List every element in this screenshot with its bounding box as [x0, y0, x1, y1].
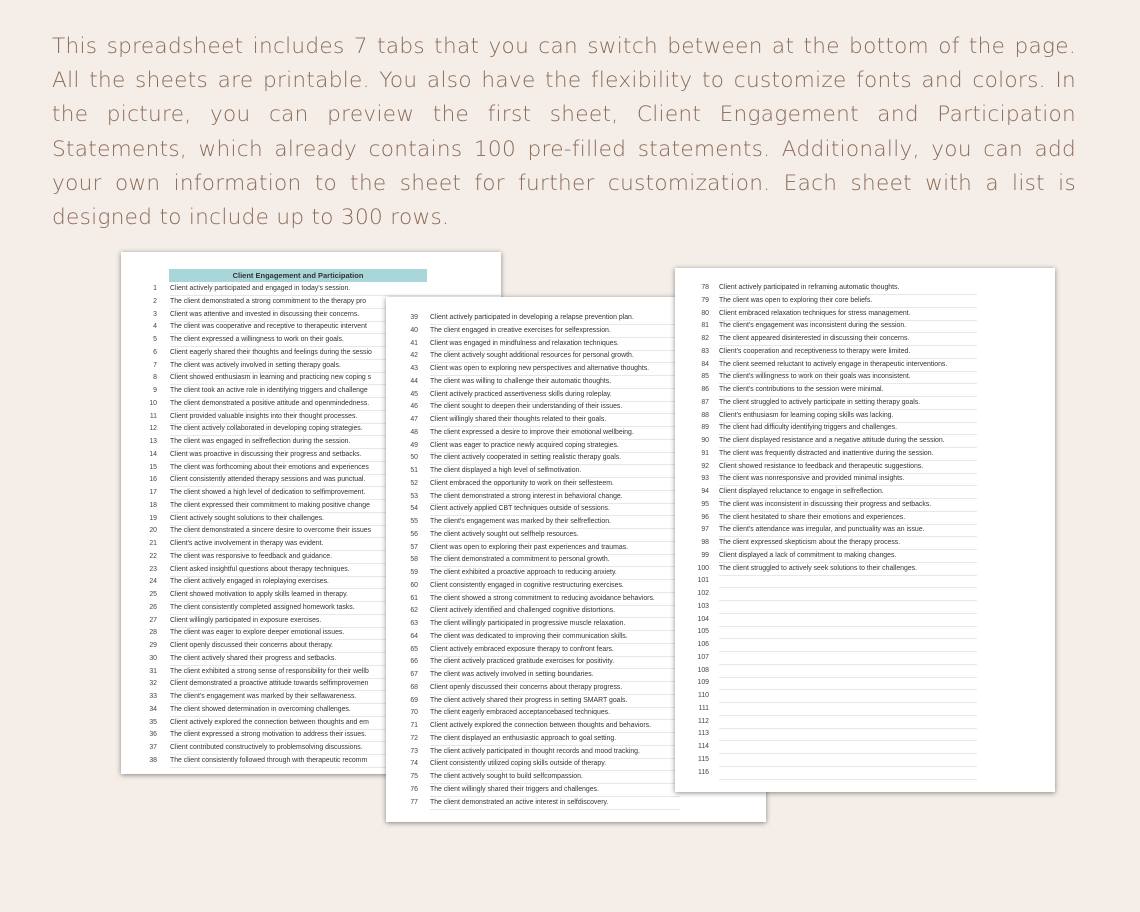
statement-text: Client showed motivation to apply skills learned in therapy.	[170, 589, 500, 602]
statement-text	[719, 716, 977, 729]
row-number: 62	[410, 607, 418, 615]
statement-text	[719, 767, 977, 780]
row-number: 103	[697, 602, 709, 610]
statement-text: The client was eager to explore deeper emotional issues.	[170, 627, 500, 640]
row-number: 115	[698, 755, 709, 763]
statement-text: Client willingly shared their thoughts related to their goals.	[430, 414, 680, 427]
row-number: 99	[701, 551, 709, 559]
row-number: 24	[149, 578, 157, 586]
statement-text: Client consistently attended therapy sessions and was punctual.	[170, 474, 500, 487]
row-number: 46	[410, 403, 418, 411]
statement-text: The client demonstrated an active interest in selfdiscovery.	[430, 797, 680, 810]
row-number: 47	[410, 416, 418, 423]
statement-text: Client embraced the opportunity to work on their selfesteem.	[430, 478, 680, 491]
row-number: 4	[153, 323, 157, 331]
statement-text: The client hesitated to share their emotions and experiences.	[719, 512, 977, 525]
intro-paragraph: This spreadsheet includes 7 tabs that you can switch between at the bottom of the page. All the sheets are printable. You also have the flexibility to customize fonts and colors. In the picture, you can preview the first sheet, Client Engagement and Participation Statements, which already contains 100 pre-filled statements. Additionally, you can add your own information to the sheet for further customization. Each sheet with a list is designed to include up to 300 rows.	[52, 34, 1076, 231]
statement-text: The client eagerly embraced acceptancebased techniques.	[430, 707, 680, 720]
statement-text: Client was proactive in discussing their progress and setbacks.	[170, 449, 500, 462]
row-number: 50	[410, 454, 418, 462]
row-number: 53	[410, 492, 418, 500]
statement-text: The client was willing to challenge their automatic thoughts.	[430, 376, 680, 389]
statement-text: The client was responsive to feedback and guidance.	[170, 551, 500, 564]
statement-text: Client was engaged in mindfulness and relaxation techniques.	[430, 338, 680, 351]
statement-text: The client showed a high level of dedication to selfimprovement.	[170, 487, 500, 500]
row-number: 21	[149, 540, 157, 547]
statement-text: The client displayed an enthusiastic approach to goal setting.	[430, 733, 680, 746]
statement-text: Client actively embraced exposure therapy to confront fears.	[430, 644, 680, 657]
statement-text: Client actively applied CBT techniques outside of sessions.	[430, 503, 680, 516]
row-number: 10	[149, 399, 157, 407]
row-number: 5	[153, 336, 157, 343]
statement-text: The client showed a strong commitment to reducing avoidance behaviors.	[430, 593, 680, 606]
row-number: 26	[149, 603, 157, 611]
statement-text: The client willingly participated in progressive muscle relaxation.	[430, 618, 680, 631]
statement-text	[719, 652, 977, 665]
statement-text: Client actively explored the connection between thoughts and behaviors.	[430, 720, 680, 733]
row-number: 56	[410, 530, 418, 538]
row-number: 41	[410, 339, 418, 347]
statement-text	[719, 626, 977, 639]
row-number: 97	[701, 526, 709, 534]
row-number: 64	[410, 632, 418, 640]
row-number: 32	[149, 680, 157, 688]
statement-text: Client actively participated in reframing automatic thoughts.	[719, 282, 977, 295]
row-number: 1	[153, 285, 157, 292]
statement-text: The client displayed a high level of selfmotivation.	[430, 465, 680, 478]
statement-text: Client displayed reluctance to engage in selfreflection.	[719, 486, 977, 499]
statement-text: Client actively participated and engaged in today's session.	[170, 283, 500, 296]
row-number: 109	[697, 679, 709, 687]
statement-text: The client consistently completed assigned homework tasks.	[170, 602, 500, 615]
sheet-title: Client Engagement and Participation	[169, 269, 427, 282]
statement-text: Client actively identified and challenged cognitive distortions.	[430, 605, 680, 618]
statement-text: Client demonstrated a proactive attitude towards selfimprovemen	[170, 678, 500, 691]
statement-text	[719, 614, 977, 627]
statement-text: Client asked insightful questions about therapy techniques.	[170, 564, 500, 577]
row-number: 110	[698, 692, 709, 699]
statement-text	[719, 754, 977, 767]
statement-text: Client was eager to practice newly acquired coping strategies.	[430, 440, 680, 453]
statement-text: Client's enthusiasm for learning coping skills was lacking.	[719, 410, 977, 423]
row-number: 111	[698, 704, 709, 712]
statement-text: The client demonstrated a strong interest in behavioral change.	[430, 491, 680, 504]
statement-text: Client consistently utilized coping skills outside of therapy.	[430, 758, 680, 771]
row-number: 78	[701, 284, 709, 291]
row-number: 92	[701, 462, 709, 470]
statement-text: The client was frequently distracted and inattentive during the session.	[719, 448, 977, 461]
row-number: 19	[149, 514, 157, 522]
row-number: 57	[410, 543, 418, 551]
statement-text: Client was attentive and invested in discussing their concerns.	[170, 309, 500, 322]
statement-text: The client demonstrated a commitment to personal growth.	[430, 554, 680, 567]
statement-text: Client was open to exploring new perspectives and alternative thoughts.	[430, 363, 680, 376]
statement-text: Client's cooperation and receptiveness to therapy were limited.	[719, 346, 977, 359]
sheet-page-3	[675, 268, 1055, 792]
statement-text: Client actively practiced assertiveness skills during roleplay.	[430, 389, 680, 402]
statement-text: Client willingly participated in exposure exercises.	[170, 615, 500, 628]
row-number: 31	[149, 667, 157, 675]
statement-text: The client had difficulty identifying triggers and challenges.	[719, 422, 977, 435]
row-number: 27	[149, 616, 157, 624]
row-number: 81	[701, 322, 709, 330]
statement-text: The client demonstrated a strong commitment to the therapy pro	[170, 296, 500, 309]
statement-text	[719, 588, 977, 601]
row-number: 42	[410, 352, 418, 360]
row-number: 25	[149, 591, 157, 598]
row-number: 94	[701, 488, 709, 495]
row-number: 104	[697, 615, 709, 623]
row-number: 86	[701, 386, 709, 393]
statement-text: The client was actively involved in setting boundaries.	[430, 669, 680, 682]
statement-text: Client showed enthusiasm in learning and practicing new coping s	[170, 372, 500, 385]
statement-text: The client took an active role in identifying triggers and challenge	[170, 385, 500, 398]
row-number: 95	[701, 500, 709, 508]
statement-text: The client's engagement was marked by their selfreflection.	[430, 516, 680, 529]
row-number: 87	[701, 398, 709, 406]
row-number: 65	[410, 645, 418, 653]
statement-text	[719, 575, 977, 588]
statement-text	[719, 690, 977, 703]
row-number: 28	[149, 629, 157, 637]
statement-text: The client exhibited a strong sense of responsibility for their wellb	[170, 666, 500, 679]
row-number: 38	[149, 756, 157, 764]
statement-text: The client engaged in creative exercises for selfexpression.	[430, 325, 680, 338]
row-number: 58	[410, 556, 418, 564]
statement-text: The client seemed reluctant to actively engage in therapeutic interventions.	[719, 359, 977, 372]
row-number: 69	[410, 696, 418, 704]
row-number: 113	[698, 730, 709, 738]
row-number: 63	[410, 620, 418, 627]
statement-text: The client's attendance was irregular, and punctuality was an issue.	[719, 524, 977, 537]
statement-text: The client expressed skepticism about the therapy process.	[719, 537, 977, 550]
statement-text: The client demonstrated a sincere desire to overcome their issues	[170, 525, 500, 538]
row-number: 107	[697, 653, 709, 661]
statement-text: The client was cooperative and receptive to therapeutic intervent	[170, 321, 500, 334]
statement-text: Client embraced relaxation techniques for stress management.	[719, 308, 977, 321]
statement-text: The client struggled to actively participate in setting therapy goals.	[719, 397, 977, 410]
row-number: 66	[410, 658, 418, 666]
row-number: 83	[701, 347, 709, 355]
statement-text: The client demonstrated a positive attitude and openmindedness.	[170, 398, 500, 411]
row-number: 13	[149, 438, 157, 445]
row-number: 45	[410, 390, 418, 398]
row-number: 12	[149, 425, 157, 433]
row-number: 37	[149, 744, 157, 751]
row-number: 106	[697, 641, 709, 648]
statement-text: The client actively shared their progress and setbacks.	[170, 653, 500, 666]
statement-text: The client consistently followed through with therapeutic recomm	[170, 755, 500, 768]
row-number: 61	[410, 594, 418, 602]
statement-text: The client expressed a strong motivation to address their issues.	[170, 729, 500, 742]
row-number: 48	[410, 428, 418, 436]
row-number: 85	[701, 373, 709, 381]
statement-text: Client actively sought solutions to their challenges.	[170, 513, 500, 526]
statement-text	[719, 601, 977, 614]
statement-text: Client openly discussed their concerns about therapy.	[170, 640, 500, 653]
row-number: 22	[149, 552, 157, 560]
row-number: 52	[410, 479, 418, 487]
statement-text: The client struggled to actively seek solutions to their challenges.	[719, 563, 977, 576]
statement-text: The client showed determination in overcoming challenges.	[170, 704, 500, 717]
row-number: 51	[410, 467, 418, 474]
row-number: 14	[149, 450, 157, 458]
row-number: 16	[149, 476, 157, 484]
statement-text: Client displayed a lack of commitment to making changes.	[719, 550, 977, 563]
statement-text: The client actively practiced gratitude exercises for positivity.	[430, 656, 680, 669]
statement-text: Client actively explored the connection between thoughts and em	[170, 717, 500, 730]
statement-text: Client's active involvement in therapy was evident.	[170, 538, 500, 551]
row-number: 116	[698, 768, 709, 776]
statement-text: The client actively participated in thought records and mood tracking.	[430, 746, 680, 759]
row-number: 80	[701, 309, 709, 317]
statement-text: The client's willingness to work on their goals was inconsistent.	[719, 371, 977, 384]
statement-text	[719, 677, 977, 690]
row-number: 91	[701, 449, 709, 457]
row-number: 36	[149, 731, 157, 739]
row-number: 6	[153, 348, 157, 356]
row-number: 44	[410, 377, 418, 385]
row-number: 40	[410, 326, 418, 334]
row-number: 88	[701, 411, 709, 419]
row-number: 68	[410, 683, 418, 691]
row-number: 11	[149, 412, 157, 420]
row-number: 82	[701, 335, 709, 342]
row-number: 39	[410, 314, 418, 321]
statement-text: The client appeared disinterested in discussing their concerns.	[719, 333, 977, 346]
statement-text: The client actively sought additional resources for personal growth.	[430, 350, 680, 363]
row-number: 73	[410, 747, 418, 755]
statement-text: The client's engagement was marked by their selfawareness.	[170, 691, 500, 704]
row-number: 34	[149, 705, 157, 713]
row-number: 77	[410, 798, 418, 806]
row-number: 72	[410, 734, 418, 742]
statement-text: Client eagerly shared their thoughts and feelings during the sessio	[170, 347, 500, 360]
statement-text: The client was nonresponsive and provided minimal insights.	[719, 473, 977, 486]
row-number: 105	[697, 628, 709, 636]
statement-text: The client was engaged in selfreflection during the session.	[170, 436, 500, 449]
statement-text: Client openly discussed their concerns about therapy progress.	[430, 682, 680, 695]
row-number: 15	[149, 463, 157, 471]
statement-text: The client expressed their commitment to making positive change	[170, 500, 500, 513]
statement-text	[719, 741, 977, 754]
row-number: 75	[410, 773, 418, 780]
statement-text: Client actively participated in developing a relapse prevention plan.	[430, 312, 680, 325]
statement-text	[719, 728, 977, 741]
row-number: 55	[410, 518, 418, 525]
statement-text: The client exhibited a proactive approach to reducing anxiety.	[430, 567, 680, 580]
row-number: 112	[698, 717, 709, 725]
row-number: 108	[697, 666, 709, 674]
row-number: 17	[149, 489, 157, 496]
row-number: 23	[149, 565, 157, 573]
row-number: 43	[410, 365, 418, 372]
statement-text: The client's engagement was inconsistent during the session.	[719, 320, 977, 333]
statement-text: The client willingly shared their triggers and challenges.	[430, 784, 680, 797]
row-number: 20	[149, 527, 157, 535]
statement-text: Client provided valuable insights into their thought processes.	[170, 411, 500, 424]
row-number: 70	[410, 709, 418, 717]
row-number: 29	[149, 642, 157, 649]
row-number: 74	[410, 760, 418, 768]
row-number: 2	[153, 297, 157, 305]
row-number: 33	[149, 693, 157, 700]
row-number: 101	[697, 577, 709, 585]
statement-text: The client actively cooperated in setting realistic therapy goals.	[430, 452, 680, 465]
statement-text: The client expressed a willingness to work on their goals.	[170, 334, 500, 347]
statement-text	[719, 639, 977, 652]
statement-text: The client was forthcoming about their emotions and experiences	[170, 462, 500, 475]
statement-text: Client consistently engaged in cognitive restructuring exercises.	[430, 580, 680, 593]
row-number: 96	[701, 513, 709, 521]
statement-text: The client was actively involved in setting therapy goals.	[170, 360, 500, 373]
row-number: 89	[701, 424, 709, 432]
row-number: 7	[153, 361, 157, 369]
row-number: 84	[701, 360, 709, 368]
statement-text: Client showed resistance to feedback and therapeutic suggestions.	[719, 461, 977, 474]
statement-text: The client actively sought out selfhelp resources.	[430, 529, 680, 542]
statement-text: The client sought to deepen their understanding of their issues.	[430, 401, 680, 414]
row-number: 3	[153, 310, 157, 318]
row-number: 60	[410, 581, 418, 589]
row-number: 90	[701, 437, 709, 444]
row-number: 98	[701, 539, 709, 546]
row-number: 79	[701, 296, 709, 304]
row-number: 35	[149, 718, 157, 726]
statement-text: The client actively shared their progress in setting SMART goals.	[430, 695, 680, 708]
statement-text: The client's contributions to the session were minimal.	[719, 384, 977, 397]
row-number: 8	[153, 374, 157, 382]
statement-text: The client was open to exploring their core beliefs.	[719, 295, 977, 308]
row-number: 100	[697, 564, 709, 572]
row-number: 114	[698, 743, 709, 750]
statement-text: Client was open to exploring their past experiences and traumas.	[430, 542, 680, 555]
statement-text: Client contributed constructively to problemsolving discussions.	[170, 742, 500, 755]
row-number: 30	[149, 654, 157, 662]
row-number: 71	[410, 722, 418, 729]
statement-text: The client displayed resistance and a negative attitude during the session.	[719, 435, 977, 448]
row-number: 59	[410, 569, 418, 576]
row-number: 9	[153, 387, 157, 394]
statement-text: The client was dedicated to improving their communication skills.	[430, 631, 680, 644]
row-number: 76	[410, 785, 418, 793]
row-number: 93	[701, 475, 709, 483]
statement-text: The client actively sought to build selfcompassion.	[430, 771, 680, 784]
row-number: 18	[149, 501, 157, 509]
row-number: 102	[697, 590, 709, 597]
statement-text: The client actively engaged in roleplaying exercises.	[170, 576, 500, 589]
row-number: 49	[410, 441, 418, 449]
statement-text	[719, 665, 977, 678]
statement-text: The client expressed a desire to improve their emotional wellbeing.	[430, 427, 680, 440]
statement-text	[719, 703, 977, 716]
row-number: 54	[410, 505, 418, 513]
row-number: 67	[410, 671, 418, 678]
statement-text: The client was inconsistent in discussing their progress and setbacks.	[719, 499, 977, 512]
statement-text: The client actively collaborated in developing coping strategies.	[170, 423, 500, 436]
